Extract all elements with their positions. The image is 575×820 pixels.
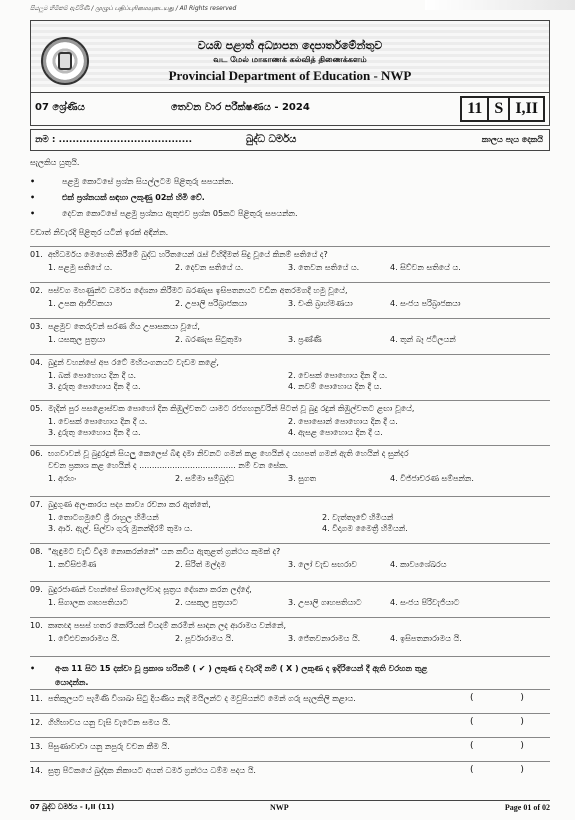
question-text: පළමුව තෙරුවන් සරණ ගිය උපාසකයා වූයේ,	[48, 322, 200, 331]
question-divider	[30, 496, 550, 497]
answer-option: 3. චංකි බ්‍රාහ්මණයා	[288, 299, 353, 308]
question-divider	[30, 354, 550, 355]
bullet-icon: •	[30, 664, 36, 673]
instructions-title: සැලකිය යුතුයි.	[30, 158, 80, 167]
tf-number: 13.	[30, 742, 43, 751]
question-number: 01.	[30, 250, 43, 259]
bullet-icon: •	[30, 209, 36, 218]
answer-option: 3. දුරුතු පොහොය දින දී ය.	[48, 382, 141, 391]
answer-option: 1. පළමු සතියේ ය.	[48, 263, 113, 272]
question-divider	[30, 318, 550, 319]
org-name-tamil: வட மேல் மாகாணக் கல்வித் திணைக்களம்	[213, 55, 367, 64]
question-divider	[30, 713, 550, 714]
org-name-english: Provincial Department of Education - NWP	[168, 68, 412, 83]
time-allowed: කාලය පැය දෙකයි	[481, 135, 543, 144]
grade-row	[30, 92, 550, 126]
scan-edge	[425, 0, 575, 10]
question-divider	[30, 246, 550, 247]
question-text: අභිධර්මය මෙහෙති කිරීමේ බුද්ධ හරිතයෙන් රැස් විහිදීමත් සිදු වූයේ කිනම් සතියේ ද?	[48, 250, 328, 259]
answer-option: 4. කාව්‍යශේඛරය	[390, 560, 447, 569]
answer-option: 4. සිව්වන සතියේ ය.	[390, 263, 461, 272]
question-number: 07.	[30, 500, 43, 509]
answer-option: 1. වේළුවනාරාමය යි.	[48, 634, 120, 643]
answer-option: 3. දුරුතු පොහොය දින දී ය.	[48, 428, 141, 437]
answer-option: 4. ඇසළ පොහොය දින දී ය.	[288, 428, 383, 437]
answer-option: 3. ලෝ වැඩ සඟරාව	[288, 560, 358, 569]
tf-statement: සුත්‍ර පිටකයේ බුද්දක නිකායට අයත් ධර්ම ග්‍රන්ථය ධම්ම පදය යි.	[48, 766, 256, 775]
term-title: තෙවන වාර පරීක්ෂණය - 2024	[171, 102, 310, 113]
answer-option: 3. ආර්. ඇල්. සිල්වා ගුරු මුනන්දිරම් තුමා ය.	[48, 524, 193, 533]
question-text: බුදුන් වහන්සේ අප රටේ මහියංගනයට වැඩම කළේ,	[48, 358, 219, 367]
question-text: බුදුරජාණන් වහන්සේ සිගාලෝවාද සූත්‍රය දේශනා කරන ලද්දේ,	[48, 585, 252, 594]
question-divider	[30, 689, 550, 690]
tf-number: 12.	[30, 718, 43, 727]
question-divider	[30, 656, 550, 657]
answer-option: 4. වීදාගම මෛත්‍රී හිමියන්.	[322, 524, 408, 533]
answer-bracket[interactable]: ( )	[470, 693, 546, 703]
answer-option: 2. සිරිත් මල්දම	[175, 560, 226, 569]
answer-option: 1. අරහං	[48, 474, 77, 483]
question-number: 04.	[30, 358, 43, 367]
answer-option: 2. සම්මා සම්බුද්ධ	[175, 474, 235, 483]
answer-option: 2. පූර්වාරාමය යි.	[175, 634, 234, 643]
answer-option: 1. උපක ආජීවකයා	[48, 299, 113, 308]
answer-option: 2. දෙවන සතියේ ය.	[175, 263, 244, 272]
answer-option: 2. බරණැස සිටුතුමා	[175, 335, 242, 344]
question-number: 09.	[30, 585, 43, 594]
answer-option: 3. උපාලි ගෘහපතියාට	[288, 598, 362, 607]
question-text: බුදුගුණ අලංකාරය පද්‍ය කාව්‍ය රචනා කර ඇත්තේ,	[48, 500, 211, 509]
question-text: මැදින් පුර පසළොස්වක පොහෝ දින කිඹුල්වතට යාමට රජගහනුවරින් පිටත් වූ බුදු රදුන් කිඹුල්වතට ළඟා වූයේ,	[48, 404, 415, 413]
answer-bracket[interactable]: ( )	[470, 741, 546, 751]
question-number: 03.	[30, 322, 43, 331]
question-divider	[30, 617, 550, 618]
tf-instruction-line2: යොදන්න.	[55, 678, 89, 687]
answer-option: 1. තොටගමුවේ ශ්‍රී රාහුල හිමියන්	[48, 513, 159, 522]
tf-number: 11.	[30, 694, 43, 703]
question-divider	[30, 737, 550, 738]
answer-option: 4. සංජය පිරිවැජියාට	[390, 598, 460, 607]
question-number: 02.	[30, 286, 43, 295]
footer-page-number: Page 01 of 02	[504, 803, 550, 812]
question-number: 05.	[30, 404, 43, 413]
tf-statement: පිසුණාවාචා යනු නපුරු වචන කීම යි.	[48, 742, 170, 751]
answer-option: 2. වැත්තෑවේ හිමියන්	[322, 513, 394, 522]
question-divider	[30, 581, 550, 582]
answer-bracket[interactable]: ( )	[470, 765, 546, 775]
answer-option: 4. සංජය පරිබ්‍රාජකයා	[390, 299, 461, 308]
paper-code-box	[460, 96, 545, 122]
answer-option: 4. ඉසිපතනාරාමය යි.	[390, 634, 462, 643]
question-divider	[30, 400, 550, 401]
answer-option: 4. විජ්ජාචරණ සම්පන්න.	[390, 474, 474, 483]
answer-option: 2. පොසොන් පොහොය දින දී ය.	[288, 417, 398, 426]
code-medium: S	[487, 98, 508, 120]
answer-bracket[interactable]: ( )	[470, 717, 546, 727]
org-name-sinhala: වයඹ පළාත් අධ්‍යාපන දෙපාර්තමේන්තුව	[197, 39, 383, 52]
answer-instruction: වඩාත් නිවැරදි පිළිතුර යටින් ඉරක් අඳින්න.	[30, 228, 169, 237]
answer-option: 1. වෙසක් පොහොය දින දී ය.	[48, 417, 148, 426]
answer-option: 3. තෙවන සතියේ ය.	[288, 263, 360, 272]
question-number: 08.	[30, 547, 43, 556]
question-text: භගවාවන් වූ බුදුරදුන් සියලු කෙලෙස් බිඳ දමා නිවනට ගමන් කළ හෙයින් ද යහපත් ගමන් ඇති හෙයින් ද සුන්දර	[48, 449, 409, 458]
instruction-item: පළමු කොටසේ ප්‍රශ්න සියල්ලටම පිළිතුරු සපයන්න.	[62, 177, 234, 186]
name-row	[30, 129, 550, 151]
answer-option: 3. ප්‍රණ්ණි	[288, 335, 322, 344]
question-text: පස්වග මහණුන්ට ධර්මය දේශනා කිරීමට බරණැස ඉසිපතනයට වඩින අතරමගදී හමු වූයේ,	[48, 286, 348, 295]
tf-instruction-line1: අංක 11 සිට 15 දක්වා වූ ප්‍රකාශ හරිනම් ( ✔ ) ලකුණ ද වැරදි නම් ( X ) ලකුණ ද ඉදිරියෙන් දී ඇති වරහන තුළ	[55, 664, 428, 673]
header-box	[30, 20, 550, 92]
question-text: "ඇඳුමට වැඩි විදෑම නොකරන්නේ" යන කවිය ඇතුළත් ග්‍රන්ථය කුමක් ද?	[48, 547, 281, 556]
question-text: කෘතඥ පසස් හතර කෝරියක් වියදම් කරමින් සාදන ලද ආරාමය වන්නේ,	[48, 621, 287, 630]
question-divider	[30, 445, 550, 446]
answer-option: 2. යසකුල පුත්‍රයාට	[175, 598, 238, 607]
footer-code: 07 බුද්ධ ධර්මය - I,II (11)	[30, 803, 115, 811]
question-divider	[30, 543, 550, 544]
answer-option: 1. යසකුල පුත්‍රයා	[48, 335, 106, 344]
question-text-cont: වචන ප්‍රකාශ කළ හෙයින් ද ...................................... නම් වන සේක.	[48, 461, 289, 470]
tf-statement: පතිකුලයට පැමිණි විශාඛා සිටු දියණිය නැදි මයිලන්ට ද මවුපියන්ට මෙන් ගරු සැලකිලි කළාය.	[48, 694, 356, 703]
answer-option: 3. ජේතවනාරාමය යි.	[288, 634, 361, 643]
instruction-item: දෙවන කොටසේ පළමු ප්‍රශ්නය ඇතුළුව ප්‍රශ්න 05කට පිළිතුරු සපයන්න.	[62, 209, 298, 218]
grade-label: 07 ශ්‍රේණිය	[35, 102, 85, 113]
answer-option: 1. කව්සිළුමිණ	[48, 560, 97, 569]
name-field-label: නම : .......................................	[35, 135, 192, 145]
answer-option: 2. උපාලි පරිබ්‍රාජකයා	[175, 299, 247, 308]
answer-option: 3. සුගත	[288, 474, 317, 483]
code-subject: 11	[467, 100, 483, 117]
code-parts: I,II	[508, 98, 543, 120]
answer-option: 4. තුන් බෑ ජටිලයන්	[390, 335, 456, 344]
answer-option: 2. වෙසක් පොහොය දින දී ය.	[288, 371, 388, 380]
answer-option: 1. බක් පොහොය දින දී ය.	[48, 371, 137, 380]
answer-option: 1. සිගාලක ගෘහපතියාට	[48, 598, 129, 607]
question-divider	[30, 761, 550, 762]
tf-statement: ගිහිභාවය යනු වැසි වැටෙන සමය යි.	[48, 718, 171, 727]
subject-title: බුද්ධ ධර්මය	[246, 134, 297, 145]
page-footer	[30, 800, 550, 814]
question-number: 06.	[30, 449, 43, 458]
bullet-icon: •	[30, 193, 36, 202]
rights-line: සියලුම හිමිකම් ඇවිරිණි / முழுப் பதிப்புரிமையுடையது / All Rights reserved	[30, 5, 237, 12]
tf-number: 14.	[30, 766, 43, 775]
question-divider	[30, 282, 550, 283]
answer-option: 4. නවම් පොහොය දින දී ය.	[288, 382, 382, 391]
instruction-item: එක් ප්‍රශ්නයක් සඳහා ලකුණු 02ක් හිමි වේ.	[62, 193, 205, 202]
footer-province: NWP	[270, 803, 289, 812]
question-number: 10.	[30, 621, 43, 630]
bullet-icon: •	[30, 177, 36, 186]
